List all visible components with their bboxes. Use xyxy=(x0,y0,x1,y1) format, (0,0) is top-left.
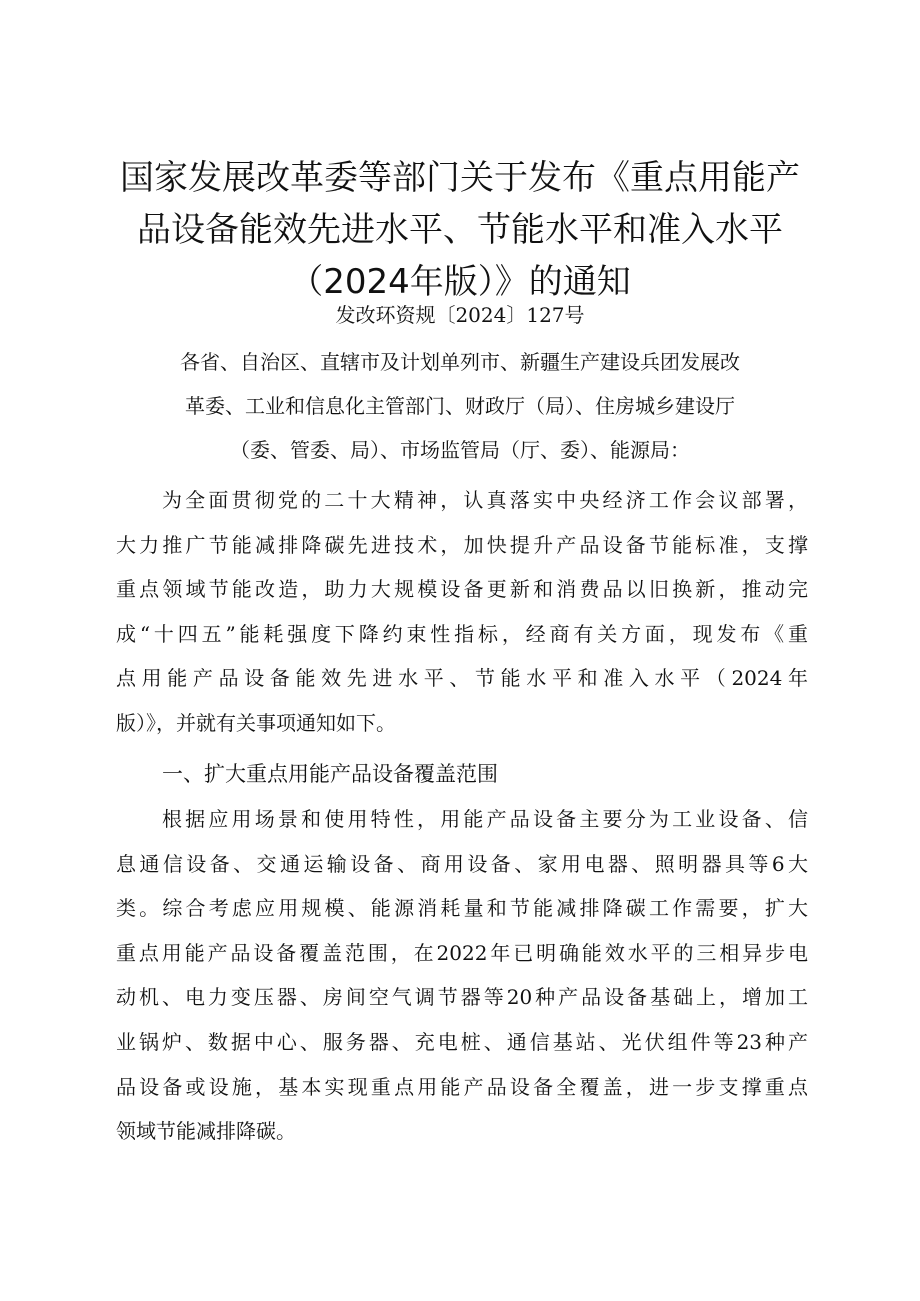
paragraph-line: 品设备或设施，基本实现重点用能产品设备全覆盖，进一步支撑重点 xyxy=(116,1074,808,1099)
section1-paragraph xyxy=(116,797,808,1154)
paragraph-line: 类。综合考虑应用规模、能源消耗量和节能减排降碳工作需要，扩大 xyxy=(116,896,808,921)
section-heading: 一、扩大重点用能产品设备覆盖范围 xyxy=(162,762,498,786)
paragraph-line: 根据应用场景和使用特性，用能产品设备主要分为工业设备、信 xyxy=(162,807,808,831)
paragraph-line: 领域节能减排降碳。 xyxy=(116,1119,296,1144)
paragraph-line: 版）》，并就有关事项通知如下。 xyxy=(116,710,396,735)
addressee-line: 各省、自治区、直辖市及计划单列市、新疆生产建设兵团发展改 xyxy=(180,350,740,374)
title-line: （2024年版）》的通知 xyxy=(289,262,631,302)
intro-paragraph xyxy=(116,478,808,746)
document-number: 发改环资规〔2024〕127号 xyxy=(335,303,585,327)
paragraph-line: 息通信设备、交通运输设备、商用设备、家用电器、照明器具等6大 xyxy=(116,851,808,876)
title-line: 品设备能效先进水平、节能水平和准入水平 xyxy=(137,210,783,250)
addressee xyxy=(110,340,810,472)
addressee-line: （委、管委、局）、市场监管局（厅、委）、能源局： xyxy=(230,438,690,462)
paragraph-line: 动机、电力变压器、房间空气调节器等20种产品设备基础上，增加工 xyxy=(116,985,808,1010)
paragraph-line: 重点用能产品设备覆盖范围，在2022年已明确能效水平的三相异步电 xyxy=(116,940,808,965)
document-title xyxy=(110,152,810,308)
paragraph-line: 为全面贯彻党的二十大精神，认真落实中央经济工作会议部署， xyxy=(162,488,808,512)
paragraph-line: 成“十四五”能耗强度下降约束性指标，经商有关方面，现发布《重 xyxy=(116,621,808,646)
paragraph-line: 大力推广节能减排降碳先进技术，加快提升产品设备节能标准，支撑 xyxy=(116,532,808,557)
paragraph-line: 点用能产品设备能效先进水平、节能水平和准入水平（2024年 xyxy=(116,666,808,691)
addressee-line: 革委、工业和信息化主管部门、财政厅（局）、住房城乡建设厅 xyxy=(185,394,735,418)
paragraph-line: 重点领域节能改造，助力大规模设备更新和消费品以旧换新，推动完 xyxy=(116,577,808,602)
paragraph-line: 业锅炉、数据中心、服务器、充电桩、通信基站、光伏组件等23种产 xyxy=(116,1029,808,1054)
title-line: 国家发展改革委等部门关于发布《重点用能产 xyxy=(120,158,800,198)
